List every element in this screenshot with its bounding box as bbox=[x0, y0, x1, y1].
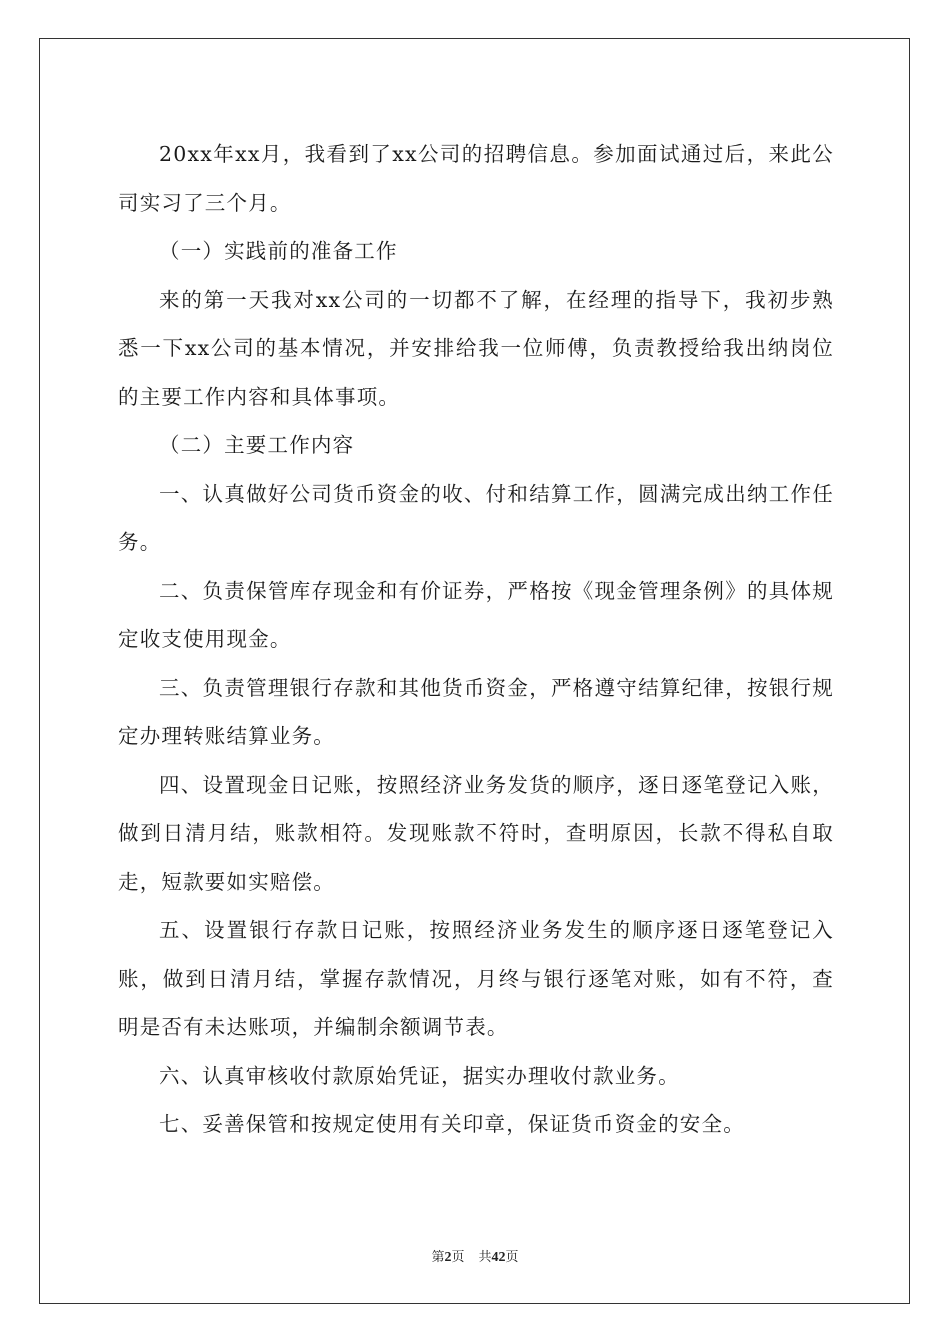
document-body bbox=[118, 130, 834, 1149]
paragraph-item-6: 六、认真审核收付款原始凭证，据实办理收付款业务。 bbox=[159, 1063, 680, 1088]
paragraph-item-7: 七、妥善保管和按规定使用有关印章，保证货币资金的安全。 bbox=[159, 1112, 745, 1136]
paragraph-intro: 20xx年xx月，我看到了xx公司的招聘信息。参加面试通过后，来此公司实习了三个月。 bbox=[118, 142, 834, 215]
paragraph-item-5: 五、设置银行存款日记账，按照经济业务发生的顺序逐日逐笔登记入账，做到日清月结，掌握存款情况，月终与银行逐笔对账，如有不符，查明是否有未达账项，并编制余额调节表。 bbox=[118, 918, 834, 1039]
page-prefix: 第 bbox=[431, 1250, 445, 1265]
paragraph-first-day: 来的第一天我对xx公司的一切都不了解，在经理的指导下，我初步熟悉一下xx公司的基本情况，并安排给我一位师傅，负责教授给我出纳岗位的主要工作内容和具体事项。 bbox=[118, 287, 834, 409]
page-footer bbox=[0, 1246, 950, 1266]
total-pages: 42 bbox=[491, 1250, 506, 1265]
section-heading-preparation: （一）实践前的准备工作 bbox=[159, 239, 398, 263]
paragraph-item-4: 四、设置现金日记账，按照经济业务发货的顺序，逐日逐笔登记入账，做到日清月结，账款相符。发现账款不符时，查明原因，长款不得私自取走，短款要如实赔偿。 bbox=[118, 772, 834, 894]
total-suffix: 页 bbox=[505, 1250, 519, 1265]
paragraph-item-3: 三、负责管理银行存款和其他货币资金，严格遵守结算纪律，按银行规定办理转账结算业务。 bbox=[118, 675, 834, 748]
page-number: 2 bbox=[444, 1250, 452, 1265]
paragraph-item-2: 二、负责保管库存现金和有价证券，严格按《现金管理条例》的具体规定收支使用现金。 bbox=[118, 578, 834, 651]
section-heading-main-work: （二）主要工作内容 bbox=[159, 433, 355, 457]
page-suffix: 页 bbox=[451, 1250, 465, 1265]
paragraph-item-1: 一、认真做好公司货币资金的收、付和结算工作，圆满完成出纳工作任务。 bbox=[118, 481, 834, 554]
total-prefix: 共 bbox=[478, 1250, 492, 1265]
